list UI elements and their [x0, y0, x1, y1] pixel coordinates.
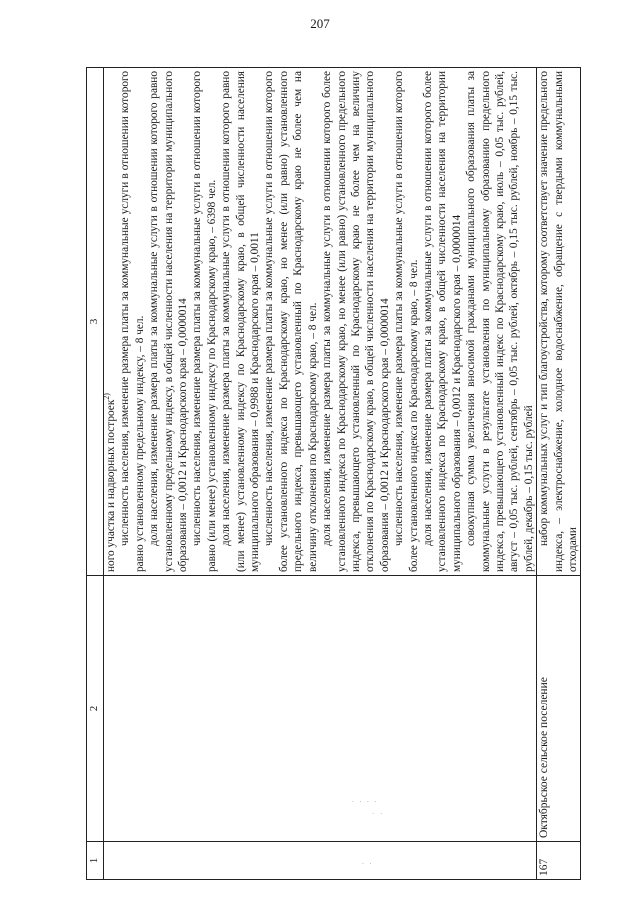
continuation-description-cell: [104, 68, 537, 576]
page-number: 207: [310, 16, 330, 31]
row-description-cell: [537, 68, 581, 576]
rotated-table-wrapper: [86, 68, 586, 880]
scan-speck: · ·: [372, 810, 385, 818]
continuation-settlement-cell: [104, 576, 537, 842]
paragraph-text: ного участка и надворных построек: [105, 399, 117, 572]
paragraph: доля населения, изменение размера платы за коммунальные услуги в отношении которого более установленного индекса по Краснодарскому краю, в общей численности населения на территории муниципального образования – 0,0012 и Краснодарского края – 0,0000014: [421, 71, 463, 572]
paragraph: численность населения, изменение размера платы за коммунальные услуги в отношении которого равно установленному предельному индексу, – 8 чел.: [119, 71, 146, 572]
header-row: [87, 68, 104, 880]
row-number: 167: [537, 842, 581, 880]
row-description: набор коммунальных услуг и тип благоустройства, которому соответствует значение предельного индекса, – электроснабжение, холодное водоснабжение, обращение с твердыми коммунальными отходами: [538, 71, 579, 572]
paragraph: доля населения, изменение размера платы за коммунальные услуги в отношении которого равно установленному предельному индексу, в общей численности населения на территории муниципального образования – 0,0012 и Краснодарского края – 0,0000014: [148, 71, 190, 572]
continuation-number-cell: [104, 842, 537, 880]
settlement-name: Октябрьское сельское поселение: [537, 576, 581, 842]
table-row: [537, 68, 581, 880]
scan-speck: . . . .: [352, 796, 379, 804]
paragraph: доля населения, изменение размера платы за коммунальные услуги в отношении которого более установленного индекса по Краснодарскому краю, но менее (или равно) установленного предельного индекса, превышающего установленный по Краснодарскому краю не более чем на величину отклонения по Краснодарскому краю, в общей численности населения на территории муниципального образования – 0,0012 и Краснодарского края – 0,0000014: [321, 71, 391, 572]
paragraph: численность населения, изменение размера платы за коммунальные услуги в отношении которого более установленного индекса по Краснодарскому краю, но менее (или равно) установленного предельного индекса, превышающего установленный по Краснодарскому краю не более чем на величину отклонения по Краснодарскому краю, – 8 чел.: [263, 71, 319, 572]
continuation-row: [104, 68, 537, 880]
footnote-marker: 2): [102, 393, 112, 400]
header-col-3: 3: [87, 68, 104, 576]
paragraph: совокупная сумма увеличения вносимой гражданами муниципального образования платы за коммунальные услуги в результате установления по муниципальному образованию предельного индекса, превышающего установленный индекс по Краснодарскому краю, июль – 0,05 тыс. рублей, август – 0,05 тыс. рублей, сентябрь – 0,05 тыс. рублей, октябрь – 0,15 тыс. рублей, ноябрь – 0,15 тыс. рублей, декабрь – 0,15 тыс. рублей: [465, 71, 535, 572]
header-col-2: 2: [87, 576, 104, 842]
header-col-1: 1: [87, 842, 104, 880]
data-table: [86, 67, 581, 880]
paragraph: доля населения, изменение размера платы за коммунальные услуги в отношении которого равно (или менее) установленному индексу по Краснодарскому краю, в общей численности населения муниципального образования – 0,9988 и Краснодарского края – 0,0011: [220, 71, 262, 572]
paragraph-lead: [104, 71, 118, 572]
paragraph: численность населения, изменение размера платы за коммунальные услуги в отношении которого равно (или менее) установленному индексу по Краснодарскому краю, – 6398 чел.: [191, 71, 218, 572]
scan-speck: . .: [362, 858, 374, 866]
paragraph: численность населения, изменение размера платы за коммунальные услуги в отношении которого более установленного индекса по Краснодарскому краю, – 8 чел.: [393, 71, 420, 572]
